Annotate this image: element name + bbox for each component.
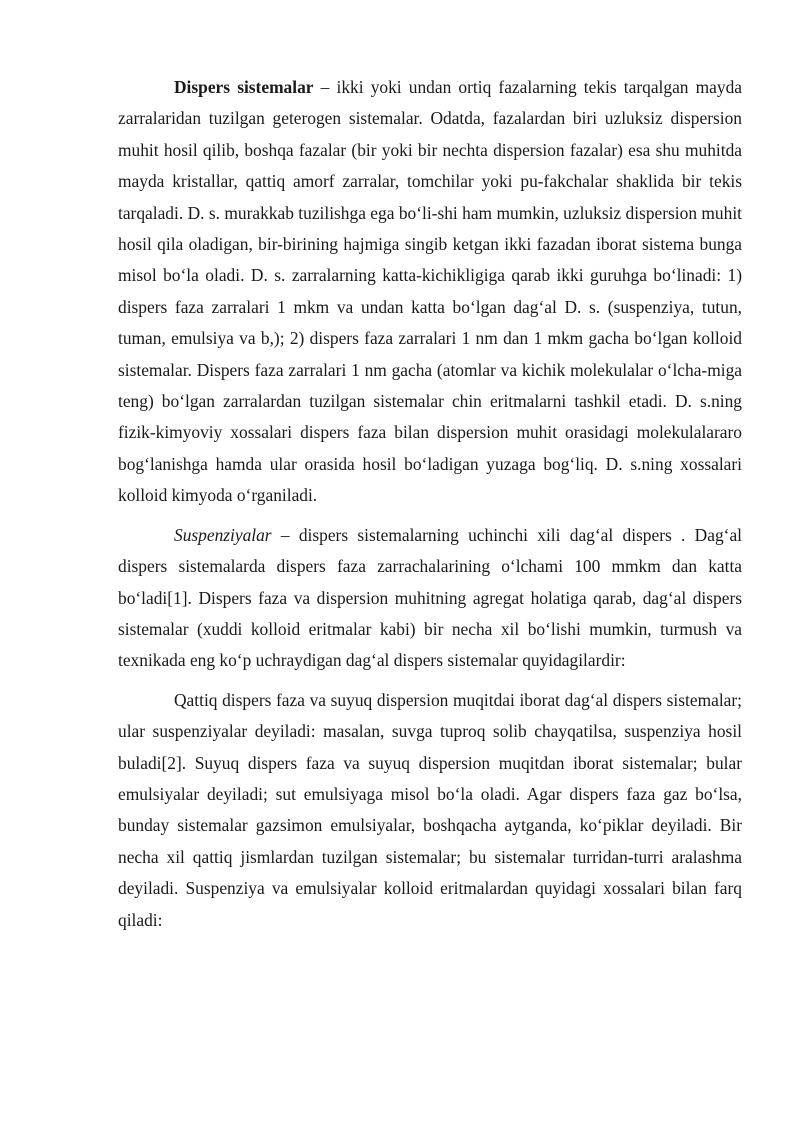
document-page	[118, 72, 742, 944]
term-suspenziyalar: Suspenziyalar	[174, 524, 272, 545]
term-dispers-sistemalar: Dispers sistemalar	[174, 77, 314, 97]
paragraph-body: Qattiq dispers faza va suyuq dispersion muqitdai iborat dagʻal dispers sistemalar; ular suspenziyalar deyiladi: masalan, suvga tuproq solib chayqatilsa, suspenziya hosil buladi[2]. Suyuq dispers faza va suyuq dispersion muqitdan iborat sistemalar; bular emulsiyalar deyiladi; sut emulsiyaga misol boʻla oladi. Agar dispers faza gaz boʻlsa, bunday sistemalar gazsimon emulsiyalar, boshqacha aytganda, koʻpiklar deyiladi. Bir necha xil qattiq jismlardan tuzilgan sistemalar; bu sistemalar turridan-turri aralashma deyiladi. Suspenziya va emulsiyalar kolloid eritmalardan quyidagi xossalari bilan farq qiladi:	[118, 689, 742, 930]
paragraph-body: – dispers sistemalarning uchinchi xili dagʻal dispers . Dagʻal dispers sistemalarda dispers faza zarrachalarining oʻlchami 100 mmkm dan katta boʻladi[1]. Dispers faza va dispersion muhitning agregat holatiga qarab, dagʻal dispers sistemalar (xuddi kolloid eritmalar kabi) bir necha xil boʻlishi mumkin, turmush va texnikada eng koʻp uchraydigan dagʻal dispers sistemalar quyidagilardir:	[118, 524, 742, 671]
paragraph-dispers-sistemalar	[118, 72, 742, 512]
paragraph-body: – ikki yoki undan ortiq fazalarning tekis tarqalgan mayda zarralaridan tuzilgan geterogen sistemalar. Odatda, fazalardan biri uzluksiz dispersion muhit hosil qilib, boshqa fazalar (bir yoki bir nechta dispersion fazalar) esa shu muhitda mayda kristallar, qattiq amorf zarralar, tomchilar yoki pu-fakchalar shaklida bir tekis tarqaladi. D. s. murakkab tuzilishga ega boʻli-shi ham mumkin, uzluksiz dispersion muhit hosil qila oladigan, bir-birining hajmiga singib ketgan ikki fazadan iborat sistema bunga misol boʻla oladi. D. s. zarralarning katta-kichikligiga qarab ikki guruhga boʻlinadi: 1) dispers faza zarralari 1 mkm va undan katta boʻlgan dagʻal D. s. (suspenziya, tutun, tuman, emulsiya va b,); 2) dispers faza zarralari 1 nm dan 1 mkm gacha boʻlgan kolloid sistemalar. Dispers faza zarralari 1 nm gacha (atomlar va kichik molekulalar oʻlcha-miga teng) boʻlgan zarralardan tuzilgan sistemalar chin eritmalarni tashkil etadi. D. s.ning fizik-kimyoviy xossalari dispers faza bilan dispersion muhit orasidagi molekulalararo bogʻlanishga hamda ular orasida hosil boʻladigan yuzaga bogʻliq. D. s.ning xossalari kolloid kimyoda oʻrganiladi.	[118, 77, 742, 506]
paragraph-suspenziyalar	[118, 520, 742, 677]
paragraph-qattiq-dispers	[118, 685, 742, 936]
